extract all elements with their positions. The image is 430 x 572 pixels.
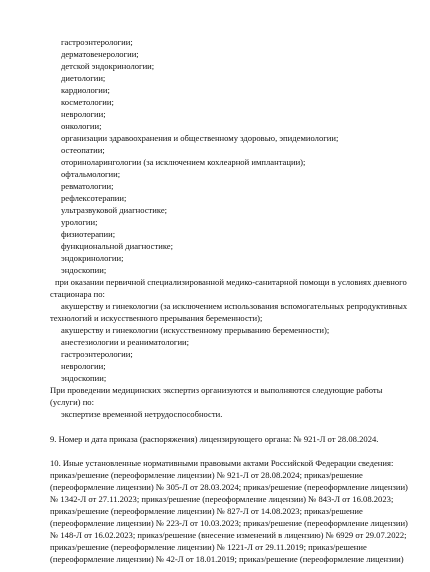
- day-item: неврологии;: [61, 361, 106, 371]
- list-item: организации здравоохранения и общественному здоровью, эпидемиологии;: [61, 133, 339, 143]
- list-item: эндокринологии;: [61, 253, 124, 263]
- section-10-line: (переоформление лицензии) № 42-Л от 18.01.2019; приказ/решение (переоформление лицензии): [50, 554, 404, 564]
- list-item: дерматовенерологии;: [61, 49, 139, 59]
- section-10-line: приказ/решение (переоформление лицензии) № 1221-Л от 29.11.2019; приказ/решение: [50, 542, 367, 552]
- section-10-line: 10. Иные установленные нормативными правовыми актами Российской Федерации сведения:: [50, 458, 394, 468]
- expertise-intro-cont: (услуги) по:: [50, 397, 94, 407]
- section-10-line: приказ/решение (переоформление лицензии) № 921-Л от 28.08.2024; приказ/решение: [50, 470, 363, 480]
- day-item: акушерству и гинекологии (искусственному прерыванию беременности);: [61, 325, 330, 335]
- list-item: гастроэнтерологии;: [61, 37, 133, 47]
- list-item: офтальмологии;: [61, 169, 121, 179]
- section-10-line: (переоформление лицензии) № 305-Л от 28.03.2024; приказ/решение (переоформление лицензии): [50, 482, 408, 492]
- list-item: неврологии;: [61, 109, 106, 119]
- section-10-line: приказ/решение (переоформление лицензии) № 827-Л от 14.08.2023; приказ/решение: [50, 506, 363, 516]
- section-10-line: (переоформление лицензии) № 223-Л от 10.03.2023; приказ/решение (переоформление лицензии): [50, 518, 408, 528]
- list-item: функциональной диагностике;: [61, 241, 174, 251]
- day-item: эндоскопии;: [61, 373, 107, 383]
- list-item: эндоскопии;: [61, 265, 107, 275]
- list-item: физиотерапии;: [61, 229, 116, 239]
- section-10-line: № 148-Л от 16.02.2023; приказ/решение (внесение изменений в лицензию) № 6929 от 29.07.2022;: [50, 530, 407, 540]
- day-item: акушерству и гинекологии (за исключением использования вспомогательных репродуктивных: [61, 301, 408, 311]
- list-item: остеопатии;: [61, 145, 105, 155]
- list-item: ревматологии;: [61, 181, 114, 191]
- list-item: онкологии;: [61, 121, 102, 131]
- list-item: рефлексотерапии;: [61, 193, 127, 203]
- list-item: оториноларингологии (за исключением кохлеарной имплантации);: [61, 157, 306, 167]
- day-item: гастроэнтерологии;: [61, 349, 133, 359]
- list-item: ультразвуковой диагностике;: [61, 205, 168, 215]
- expertise-item: экспертизе временной нетрудоспособности.: [61, 409, 223, 419]
- section-9: 9. Номер и дата приказа (распоряжения) лицензирующего органа: № 921-Л от 28.08.2024.: [50, 434, 379, 444]
- list-item: детской эндокринологии;: [61, 61, 155, 71]
- day-item-cont: технологий и искусственного прерывания беременности);: [50, 313, 263, 323]
- expertise-intro: При проведении медицинских экспертиз организуются и выполняются следующие работы: [50, 385, 383, 395]
- day-item: анестезиологии и реаниматологии;: [61, 337, 190, 347]
- list-item: диетологии;: [61, 73, 106, 83]
- list-item: кардиологии;: [61, 85, 110, 95]
- day-stationary-intro: при оказании первичной специализированной медико-санитарной помощи в условиях дневного: [55, 277, 407, 287]
- section-10-line: № 1342-Л от 27.11.2023; приказ/решение (переоформление лицензии) № 843-Л от 16.08.2023;: [50, 494, 394, 504]
- day-stationary-intro-cont: стационара по:: [50, 289, 105, 299]
- list-item: косметологии;: [61, 97, 114, 107]
- list-item: урологии;: [61, 217, 98, 227]
